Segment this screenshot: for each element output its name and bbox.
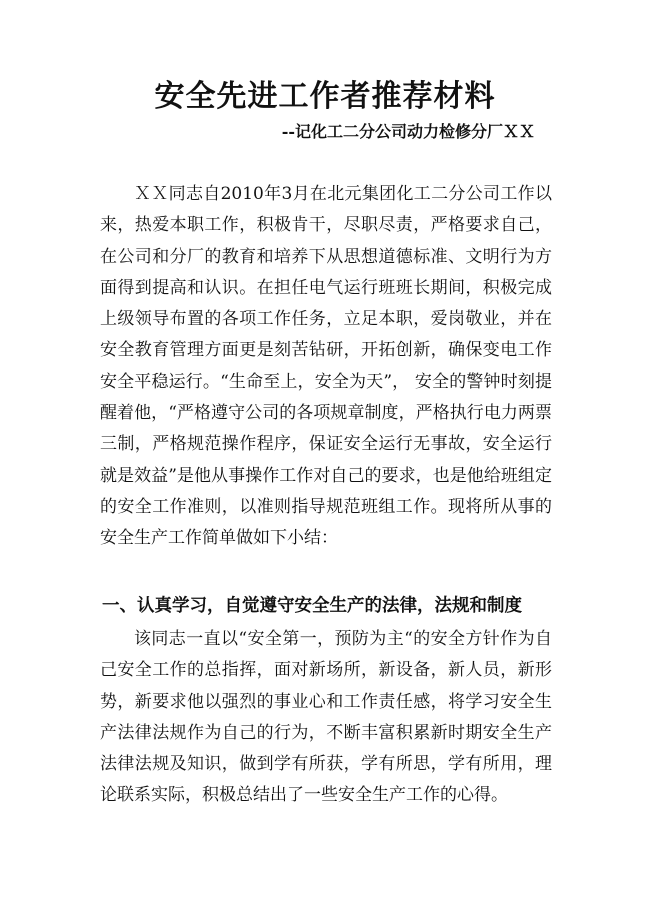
intro-paragraph: ＸＸ同志自2010年3月在北元集团化工二分公司工作以来，热爱本职工作，积极肯干，尽职尽责，严格要求自己，在公司和分厂的教育和培养下从思想道德标准、文明行为方面得到提高和认识。在担任电气运行班班长期间，积极完成上级领导布置的各项工作任务，立足本职，爱岗敬业，并在安全教育管理方面更是刻苦钻研，开拓创新，确保变电工作安全平稳运行。“生命至上，安全为天”， 安全的警钟时刻提醒着他，“严格遵守公司的各项规章制度，严格执行电力两票三制，严格规范操作程序，保证安全运行无事故，安全运行就是效益”是他从事操作工作对自己的要求，也是他给班组定的安全工作准则，以准则指导规范班组工作。现将所从事的安全生产工作简单做如下小结： xyxy=(100,184,552,549)
document-title: 安全先进工作者推荐材料 xyxy=(154,79,496,114)
section-heading: 一、认真学习，自觉遵守安全生产的法律，法规和制度 xyxy=(102,596,522,616)
section-paragraph: 该同志一直以“安全第一，预防为主“的安全方针作为自己安全工作的总指挥，面对新场所，新设备，新人员，新形势，新要求他以强烈的事业心和工作责任感，将学习安全生产法律法规作为自己的行为，不断丰富积累新时期安全生产法律法规及知识，做到学有所获，学有所思，学有所用，理论联系实际，积极总结出了一些安全生产工作的心得。 xyxy=(100,629,552,806)
document-subtitle: --记化工二分公司动力检修分厂ＸＸ xyxy=(281,122,535,141)
